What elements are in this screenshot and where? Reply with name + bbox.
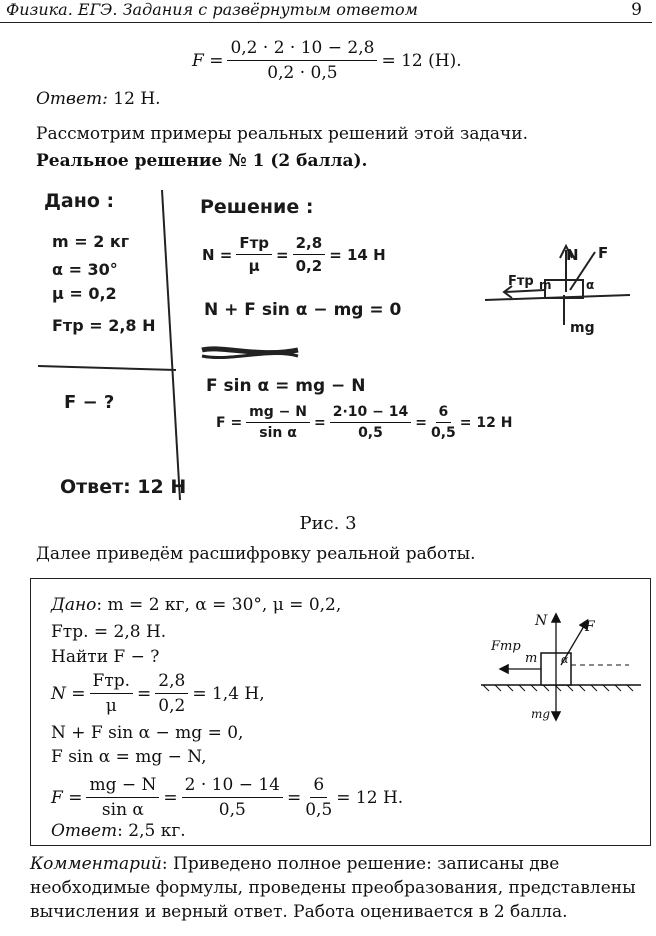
decoded-n-num2: 2,8 <box>155 671 188 694</box>
hw-l4-num2: 2·10 − 14 <box>330 404 412 423</box>
hw-l1-frac2 <box>293 234 326 275</box>
decoded-friction: Fтр. = 2,8 Н. <box>51 622 167 642</box>
hw-l4-c: = <box>415 414 427 431</box>
hw-l4-frac3 <box>431 404 456 441</box>
decoded-eq2: N + F sin α − mg = 0, <box>51 723 244 743</box>
figure-caption: Рис. 3 <box>299 513 357 534</box>
page-number: 9 <box>631 0 642 20</box>
answer-value: 12 Н. <box>113 89 161 109</box>
handwritten-solution <box>30 180 650 510</box>
intro-paragraph: Рассмотрим примеры реальных решений этой задачи. <box>36 124 529 144</box>
hw-l1-a: N = <box>202 245 233 264</box>
diag-label-Ftr: Fтр <box>491 639 521 654</box>
decoded-f-den2: 0,5 <box>218 800 246 820</box>
hw-l4-den2: 0,5 <box>358 425 383 441</box>
hw-l4-den3: 0,5 <box>430 425 456 441</box>
diag-label-mg: mg <box>531 707 551 721</box>
decode-intro: Далее приведём расшифровку реальной работы. <box>36 544 476 564</box>
decoded-solution-box <box>30 578 651 846</box>
formula-fraction <box>227 38 377 83</box>
decoded-n-lhs: N = <box>51 683 86 704</box>
hw-solution-title: Решение : <box>200 196 314 218</box>
hw-line-normal <box>202 234 386 275</box>
diag-label-N: N <box>535 613 548 629</box>
hw-answer: Ответ: 12 Н <box>60 476 187 498</box>
hw-diag-N: N <box>566 246 579 264</box>
decoded-f-num2: 2 · 10 − 14 <box>182 775 283 798</box>
hw-line-equilibrium: N + F sin α − mg = 0 <box>204 300 402 320</box>
decoded-answer <box>51 821 186 841</box>
formula-force <box>192 38 462 83</box>
hw-l4-frac1 <box>246 404 310 441</box>
decoded-f-num3: 6 <box>310 775 327 798</box>
hw-diag-F: F <box>598 244 609 262</box>
comment-text: : Приведено полное решение: записаны две необходимые формулы, проведены преобразования, представлены вычисления и верный ответ. Работа оценивается в 2 балла. <box>30 854 636 922</box>
hw-l1-den: μ <box>248 257 260 275</box>
hw-l4-frac2 <box>330 404 412 441</box>
formula-lhs: F = <box>192 50 224 71</box>
decoded-n-num: Fтр. <box>90 671 134 694</box>
hw-l4-d: = 12 Н <box>459 414 513 431</box>
decoded-f-frac2 <box>182 775 283 820</box>
diag-label-m: m <box>525 651 538 666</box>
hw-diag-mg: mg <box>570 320 595 336</box>
decoded-f-eq1: = <box>163 787 178 808</box>
hw-line-force <box>216 404 512 441</box>
hw-l4-den: sin α <box>259 425 297 441</box>
handwritten-lines <box>30 180 650 510</box>
decoded-f-frac3 <box>305 775 332 820</box>
decoded-n-den: μ <box>105 696 117 716</box>
hw-diag-m: m <box>539 278 552 292</box>
decoded-f-num: mg − N <box>86 775 159 798</box>
hw-line-fsin: F sin α = mg − N <box>206 376 366 396</box>
hw-l1-c: = 14 Н <box>329 245 386 264</box>
decoded-n-eq: = <box>137 683 152 704</box>
answer-label: Ответ: <box>36 89 108 109</box>
decoded-f-rhs: = 12 Н. <box>336 787 404 808</box>
formula-numerator: 0,2 · 2 · 10 − 2,8 <box>227 38 377 61</box>
formula-rhs: = 12 (Н). <box>381 50 462 71</box>
hw-l1-num2: 2,8 <box>293 234 326 255</box>
decoded-f-den: sin α <box>101 800 144 820</box>
hw-given-mu: μ = 0,2 <box>52 284 117 303</box>
hw-given-mass: m = 2 кг <box>52 232 130 251</box>
decoded-given-text: : m = 2 кг, α = 30°, μ = 0,2, <box>96 595 342 615</box>
decoded-normal-eq <box>51 671 265 716</box>
decoded-given-label: Дано <box>51 595 97 615</box>
hw-l4-num3: 6 <box>436 404 452 423</box>
formula-denominator: 0,2 · 0,5 <box>267 63 338 83</box>
decoded-f-eq2: = <box>286 787 302 808</box>
hw-l1-frac1 <box>236 234 272 275</box>
hw-l1-den2: 0,2 <box>295 257 323 275</box>
hw-l1-b: = <box>276 245 289 264</box>
decoded-n-frac1 <box>90 671 134 716</box>
decoded-f-frac1 <box>86 775 159 820</box>
solution-title: Реальное решение № 1 (2 балла). <box>36 151 368 171</box>
decoded-force-eq <box>51 775 403 820</box>
decoded-n-frac2 <box>155 671 188 716</box>
diag-label-alpha: α <box>561 653 569 666</box>
hw-given-friction: Fтр = 2,8 Н <box>52 316 156 335</box>
decoded-answer-value: : 2,5 кг. <box>117 821 186 841</box>
answer-line <box>36 89 161 109</box>
force-diagram <box>471 607 651 727</box>
decoded-n-den2: 0,2 <box>158 696 186 716</box>
comment-paragraph <box>30 852 654 924</box>
hw-given-title: Дано : <box>44 190 115 212</box>
header-title: Физика. ЕГЭ. Задания с развёрнутым ответом <box>6 0 418 19</box>
hw-given-angle: α = 30° <box>52 260 118 279</box>
hw-l1-num: Fтр <box>236 234 272 255</box>
decoded-given <box>51 595 341 615</box>
diag-label-F: F <box>585 619 595 635</box>
hw-find: F − ? <box>64 392 115 413</box>
hw-l4-a: F = <box>216 414 243 431</box>
hw-l4-num: mg − N <box>246 404 310 423</box>
decoded-f-den3: 0,5 <box>305 800 333 820</box>
hw-l4-b: = <box>313 414 326 431</box>
decoded-f-lhs: F = <box>51 787 83 808</box>
comment-label: Комментарий <box>30 854 162 874</box>
hw-diag-alpha: α <box>586 278 595 292</box>
decoded-n-rhs: = 1,4 Н, <box>192 683 265 704</box>
decoded-answer-label: Ответ <box>51 821 118 841</box>
decoded-eq3: F sin α = mg − N, <box>51 747 207 767</box>
hw-diag-Ftr: Fтр <box>508 274 534 289</box>
decoded-find: Найти F − ? <box>51 647 160 667</box>
header-rule <box>0 22 652 23</box>
